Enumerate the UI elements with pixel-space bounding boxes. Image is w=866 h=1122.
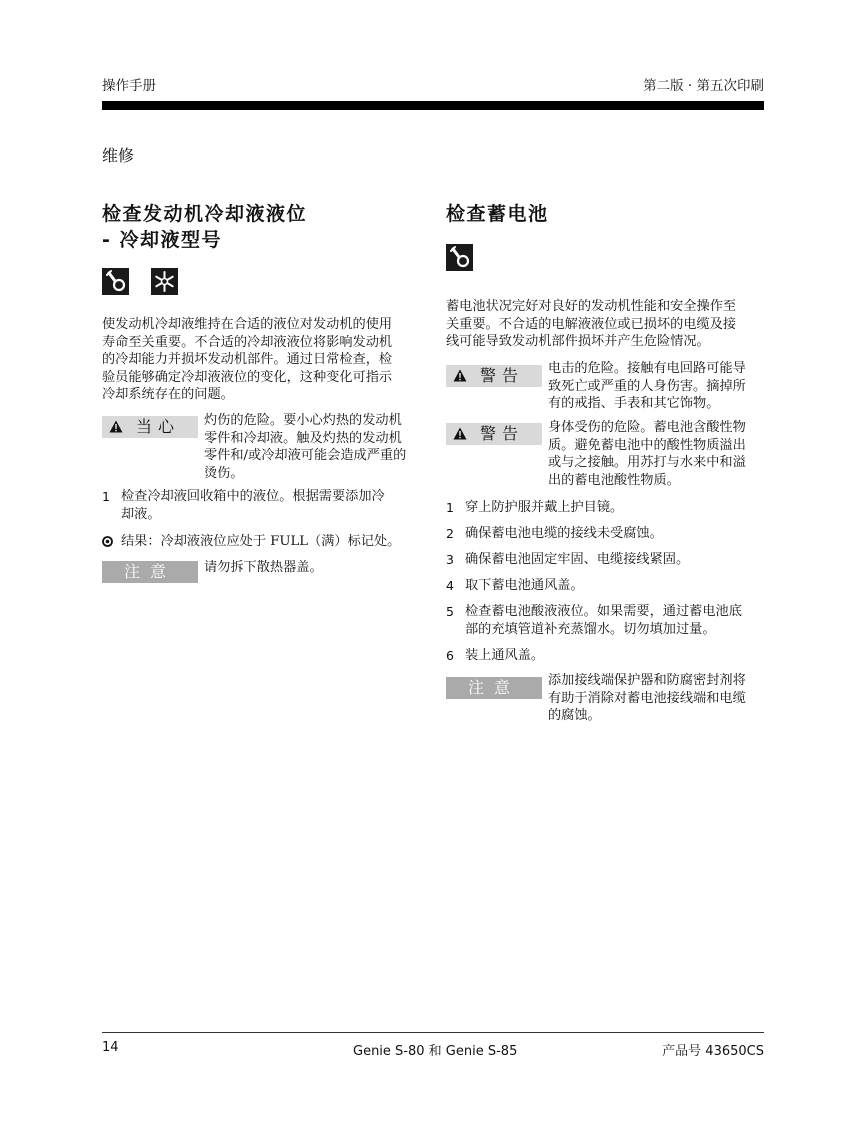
intro-line: 寿命至关重要。不合适的冷却液液位将影响发动机	[102, 334, 393, 350]
step-line: 检查冷却液回收箱中的液位。根据需要添加冷	[121, 489, 385, 504]
intro-line: 的冷却能力并损坏发动机部件。通过日常检查，检	[102, 352, 393, 367]
footer-part-number: 产品号 43650CS	[662, 1044, 764, 1059]
section-title: 维修	[102, 146, 135, 165]
warning-label: 警告	[480, 366, 525, 385]
caution-label: 当心	[136, 417, 181, 436]
battery-note-text	[548, 672, 746, 725]
note-badge	[446, 677, 542, 699]
warning-line: 或与之接触。用苏打与水来中和溢	[548, 455, 746, 470]
intro-line: 关重要。不合适的电解液液位或已损坏的电缆及接	[446, 316, 737, 332]
intro-line: 蓄电池状况完好对良好的发动机性能和安全操作至	[446, 299, 737, 314]
snowflake-icon	[151, 268, 178, 295]
footer-rule	[102, 1032, 764, 1033]
header-rule	[102, 101, 764, 110]
step-number: 6	[446, 648, 454, 663]
step-number: 3	[446, 552, 454, 567]
coolant-title-line1: 检查发动机冷却液液位	[102, 203, 308, 225]
step-line: 确保蓄电池电缆的接线未受腐蚀。	[465, 526, 663, 541]
warning-triangle-icon	[453, 369, 467, 382]
warning-line: 致死亡或严重的人身伤害。摘掉所	[548, 378, 746, 394]
caution-line: 烫伤。	[204, 465, 244, 481]
note-label: 注意	[468, 678, 521, 697]
warning-line: 身体受伤的危险。蓄电池含酸性物	[548, 420, 746, 435]
footer-model: Genie S-80 和 Genie S-85	[353, 1044, 518, 1059]
page-number: 14	[102, 1040, 119, 1055]
warning-line: 有的戒指、手表和其它饰物。	[548, 396, 720, 411]
step-line: 却液。	[121, 506, 161, 522]
warning-line: 质。避免蓄电池中的酸性物质溢出	[548, 437, 746, 453]
caution-line: 零件和/或冷却液可能会造成严重的	[204, 448, 407, 463]
step-line: 确保蓄电池固定牢固、电缆接线紧固。	[465, 552, 690, 567]
caution-badge	[102, 416, 198, 438]
warning-line: 电击的危险。接触有电回路可能导	[548, 361, 746, 376]
step-number: 5	[446, 604, 454, 619]
warning-badge-electric	[446, 365, 542, 387]
intro-line: 冷却系统存在的问题。	[102, 387, 234, 402]
intro-line: 使发动机冷却液维持在合适的液位对发动机的使用	[102, 317, 393, 332]
note-line: 请勿拆下散热器盖。	[204, 560, 323, 575]
note-line: 的腐蚀。	[548, 708, 601, 723]
note-badge	[102, 561, 198, 583]
result-text: 结果：冷却液液位应处于 FULL（满）标记处。	[121, 534, 401, 549]
step-number: 1	[102, 489, 110, 504]
step-line: 检查蓄电池酸液液位。如果需要，通过蓄电池底	[465, 604, 742, 619]
coolant-title-line2: - 冷却液型号	[102, 229, 223, 251]
step-line: 部的充填管道补充蒸馏水。切勿填加过量。	[465, 621, 716, 637]
warning-label: 警告	[480, 424, 525, 443]
result-icon	[102, 536, 113, 547]
coolant-intro	[102, 316, 420, 404]
note-label: 注意	[124, 562, 177, 581]
wrench-icon	[102, 268, 129, 295]
note-line: 有助于消除对蓄电池接线端和电缆	[548, 690, 746, 706]
wrench-icon	[446, 244, 473, 271]
step-number: 2	[446, 526, 454, 541]
header-manual-title: 操作手册	[102, 78, 156, 94]
note-text	[204, 559, 323, 577]
step-line: 装上通风盖。	[465, 648, 545, 663]
step-number: 1	[446, 500, 454, 515]
step-number: 4	[446, 578, 454, 593]
step-line: 取下蓄电池通风盖。	[465, 578, 584, 593]
note-line: 添加接线端保护器和防腐密封剂将	[548, 673, 746, 688]
warning-badge-acid	[446, 423, 542, 445]
warning-triangle-icon	[109, 420, 123, 433]
coolant-title	[102, 201, 307, 253]
header-edition: 第二版 · 第五次印刷	[643, 78, 764, 94]
battery-intro	[446, 298, 764, 351]
battery-title: 检查蓄电池	[446, 203, 549, 225]
caution-line: 灼伤的危险。要小心灼热的发动机	[204, 413, 402, 428]
warning-acid-text	[548, 419, 746, 489]
intro-line: 线可能导致发动机部件损坏并产生危险情况。	[446, 334, 710, 349]
intro-line: 验员能够确定冷却液液位的变化，这种变化可指示	[102, 369, 393, 385]
warning-triangle-icon	[453, 427, 467, 440]
warning-electric-text	[548, 360, 746, 413]
caution-line: 零件和冷却液。触及灼热的发动机	[204, 430, 402, 446]
warning-line: 出的蓄电池酸性物质。	[548, 472, 680, 488]
step-line: 穿上防护服并戴上护目镜。	[465, 500, 624, 515]
caution-text	[204, 412, 406, 482]
